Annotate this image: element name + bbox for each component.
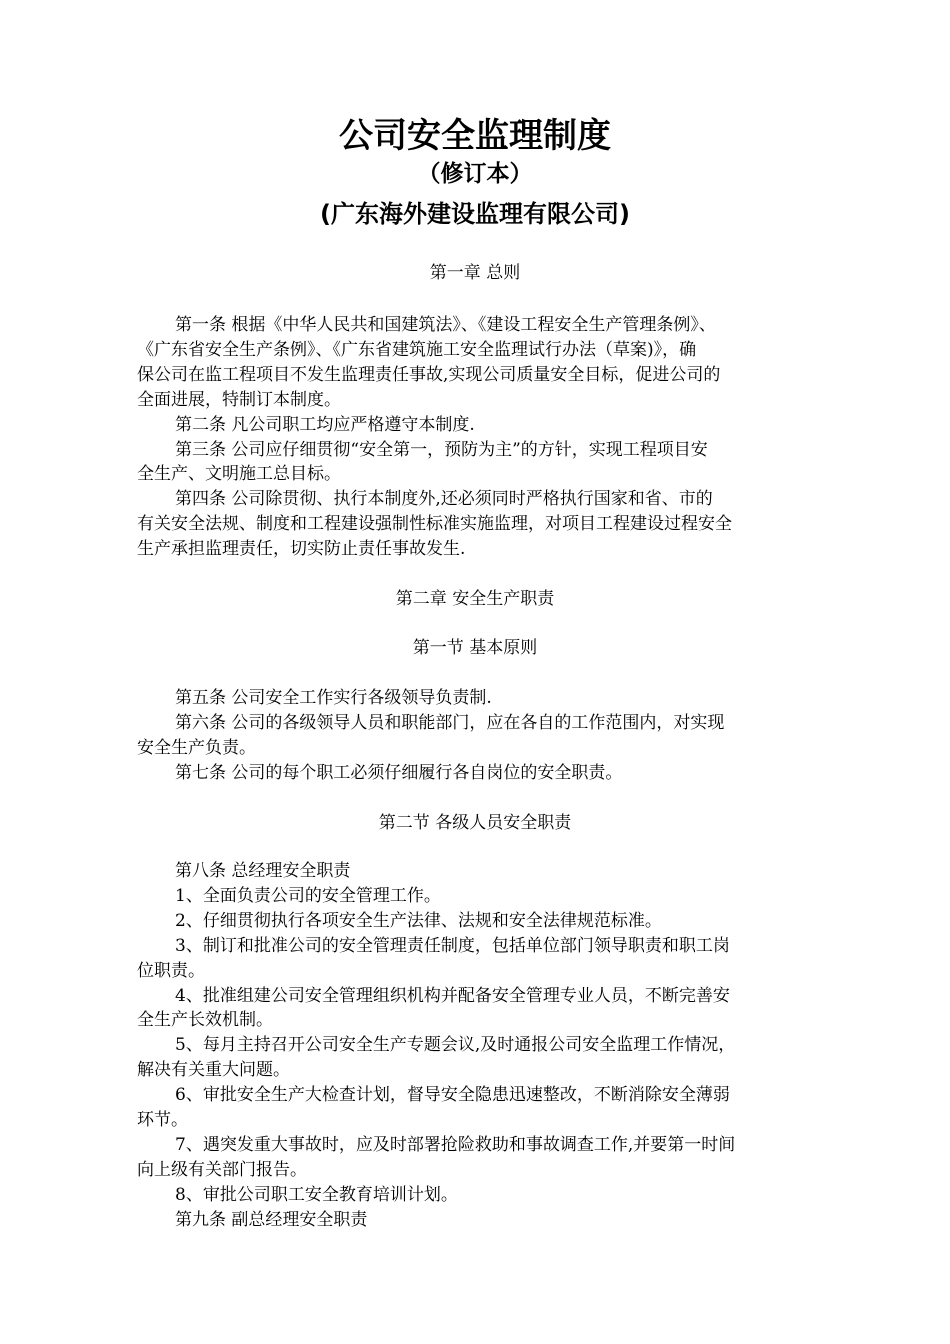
chapter-heading: 第二章 安全生产职责 [395, 589, 555, 609]
article-line: 第六条 公司的各级领导人员和职能部门，应在各自的工作范围内，对实现 [175, 713, 725, 733]
article-line: 第四条 公司除贯彻、执行本制度外,还必须同时严格执行国家和省、市的 [175, 489, 713, 509]
article-line: 生产承担监理责任，切实防止责任事故发生. [137, 539, 466, 559]
article-line: 《广东省安全生产条例》、《广东省建筑施工安全监理试行办法（草案)》，确 [137, 340, 697, 360]
list-item: 3、制订和批准公司的安全管理责任制度，包括单位部门领导职责和职工岗 [175, 936, 730, 956]
list-item: 8、审批公司职工安全教育培训计划。 [175, 1185, 458, 1205]
chapter-heading: 第一章 总则 [429, 263, 521, 283]
article-line: 全生产、文明施工总目标。 [137, 464, 341, 484]
list-item: 6、审批安全生产大检查计划，督导安全隐患迅速整改，不断消除安全薄弱 [175, 1085, 730, 1105]
list-item: 5、每月主持召开公司安全生产专题会议,及时通报公司安全监理工作情况， [175, 1035, 736, 1055]
article-line: 第九条 副总经理安全职责 [175, 1210, 368, 1230]
article-line: 第八条 总经理安全职责 [175, 861, 351, 881]
document-title: 公司安全监理制度 [339, 116, 611, 156]
document-subtitle: （修订本） [417, 161, 533, 187]
article-line: 第七条 公司的每个职工必须仔细履行各自岗位的安全职责。 [175, 763, 623, 783]
section-heading: 第一节 基本原则 [412, 638, 538, 658]
article-line: 全面进展，特制订本制度。 [137, 390, 341, 410]
article-line: 第一条 根据《中华人民共和国建筑法》、《建设工程安全生产管理条例》、 [175, 315, 716, 335]
list-item: 2、仔细贯彻执行各项安全生产法律、法规和安全法律规范标准。 [175, 911, 662, 931]
article-line: 第五条 公司安全工作实行各级领导负责制. [175, 688, 492, 708]
organization-name: (广东海外建设监理有限公司) [320, 200, 630, 228]
list-item: 环节。 [137, 1110, 188, 1130]
list-item: 向上级有关部门报告。 [137, 1160, 307, 1180]
article-line: 第三条 公司应仔细贯彻“安全第一，预防为主”的方针，实现工程项目安 [175, 440, 708, 460]
list-item: 4、批准组建公司安全管理组织机构并配备安全管理专业人员，不断完善安 [175, 986, 730, 1006]
list-item: 解决有关重大问题。 [137, 1060, 290, 1080]
list-item: 全生产长效机制。 [137, 1010, 273, 1030]
list-item: 7、遇突发重大事故时，应及时部署抢险救助和事故调查工作,并要第一时间 [175, 1135, 736, 1155]
section-heading: 第二节 各级人员安全职责 [378, 813, 572, 833]
article-line: 安全生产负责。 [137, 738, 256, 758]
article-line: 保公司在监工程项目不发生监理责任事故,实现公司质量安全目标，促进公司的 [137, 365, 721, 385]
article-line: 第二条 凡公司职工均应严格遵守本制度. [175, 415, 475, 435]
list-item: 1、全面负责公司的安全管理工作。 [175, 886, 441, 906]
list-item: 位职责。 [137, 961, 205, 981]
article-line: 有关安全法规、制度和工程建设强制性标准实施监理，对项目工程建设过程安全 [137, 514, 732, 534]
